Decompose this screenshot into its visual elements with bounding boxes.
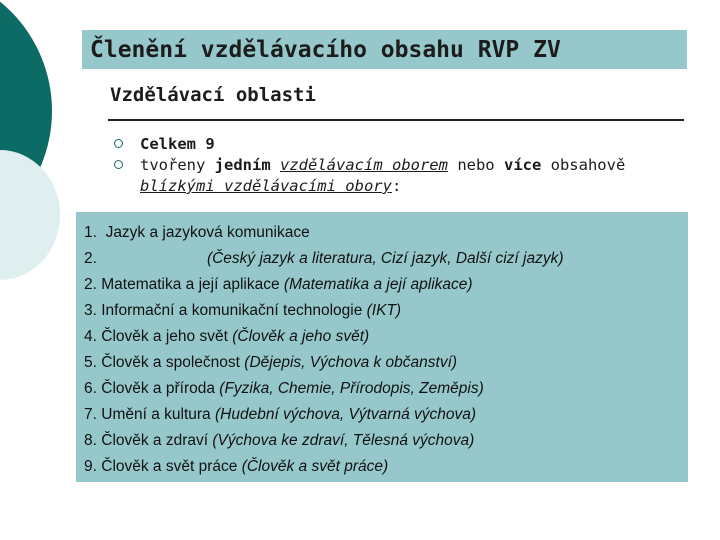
area-row (84, 350, 688, 376)
bullet-text-bold: více (503, 156, 542, 174)
area-row (84, 324, 688, 350)
bullet-text-part: tvořeny (140, 156, 215, 174)
area-subjects: (Fyzika, Chemie, Přírodopis, Zeměpis) (219, 380, 484, 397)
bullet-text-part: nebo (447, 156, 504, 174)
bullet-item (114, 134, 694, 155)
area-number: 5. (84, 354, 97, 371)
area-number: 7. (84, 406, 97, 423)
area-row (84, 402, 688, 428)
area-number: 3. (84, 302, 97, 319)
decorative-circle-light (0, 150, 60, 280)
area-row (84, 428, 688, 454)
title-banner (82, 30, 687, 69)
area-number: 4. (84, 328, 97, 345)
area-number: 2. (84, 250, 97, 267)
bullet-text-underlined: blízkými vzdělávacími obory (140, 177, 392, 195)
area-row (84, 220, 688, 246)
area-number: 1. (84, 224, 97, 241)
area-number: 6. (84, 380, 97, 397)
area-subjects: (Český jazyk a literatura, Cizí jazyk, Další cizí jazyk) (206, 250, 564, 267)
area-title: Člověk a jeho svět (101, 328, 228, 345)
area-title: Jazyk a jazyková komunikace (105, 224, 310, 241)
bullet-text-underlined: vzdělávacím oborem (280, 156, 448, 174)
area-subjects: (IKT) (366, 302, 402, 319)
area-title: Matematika a její aplikace (101, 276, 280, 293)
area-row (84, 246, 688, 272)
area-row (84, 454, 688, 480)
areas-box (76, 212, 688, 482)
area-subjects: (Hudební výchova, Výtvarná výchova) (214, 406, 477, 423)
circle-bullet-icon (114, 160, 123, 169)
area-subjects: (Výchova ke zdraví, Tělesná výchova) (212, 432, 475, 449)
area-number: 2. (84, 276, 97, 293)
section-subtitle: Vzdělávací oblasti (110, 84, 316, 106)
page-title: Členění vzdělávacího obsahu RVP ZV (90, 36, 561, 63)
bullet-text-part: obsahově (541, 156, 626, 174)
bullet-text-part: : (391, 177, 402, 195)
area-number: 9. (84, 458, 97, 475)
area-subjects: (Člověk a jeho svět) (232, 328, 370, 345)
bullet-text-part (271, 156, 280, 174)
area-row (84, 298, 688, 324)
area-title: Člověk a svět práce (101, 458, 238, 475)
bullet-item (114, 155, 694, 197)
area-subjects: (Matematika a její aplikace) (283, 276, 473, 293)
bullet-text: Celkem 9 (140, 135, 215, 153)
area-title: Člověk a příroda (101, 380, 215, 397)
area-title: Člověk a zdraví (101, 432, 209, 449)
area-subjects: (Člověk a svět práce) (241, 458, 389, 475)
area-title: Informační a komunikační technologie (101, 302, 363, 319)
divider (108, 119, 684, 121)
circle-bullet-icon (114, 139, 123, 148)
bullet-list (114, 134, 694, 197)
area-row (84, 272, 688, 298)
area-title: Člověk a společnost (101, 354, 240, 371)
area-title: Umění a kultura (101, 406, 211, 423)
bullet-text-bold: jedním (214, 156, 271, 174)
area-subjects: (Dějepis, Výchova k občanství) (244, 354, 458, 371)
area-number: 8. (84, 432, 97, 449)
area-row (84, 376, 688, 402)
